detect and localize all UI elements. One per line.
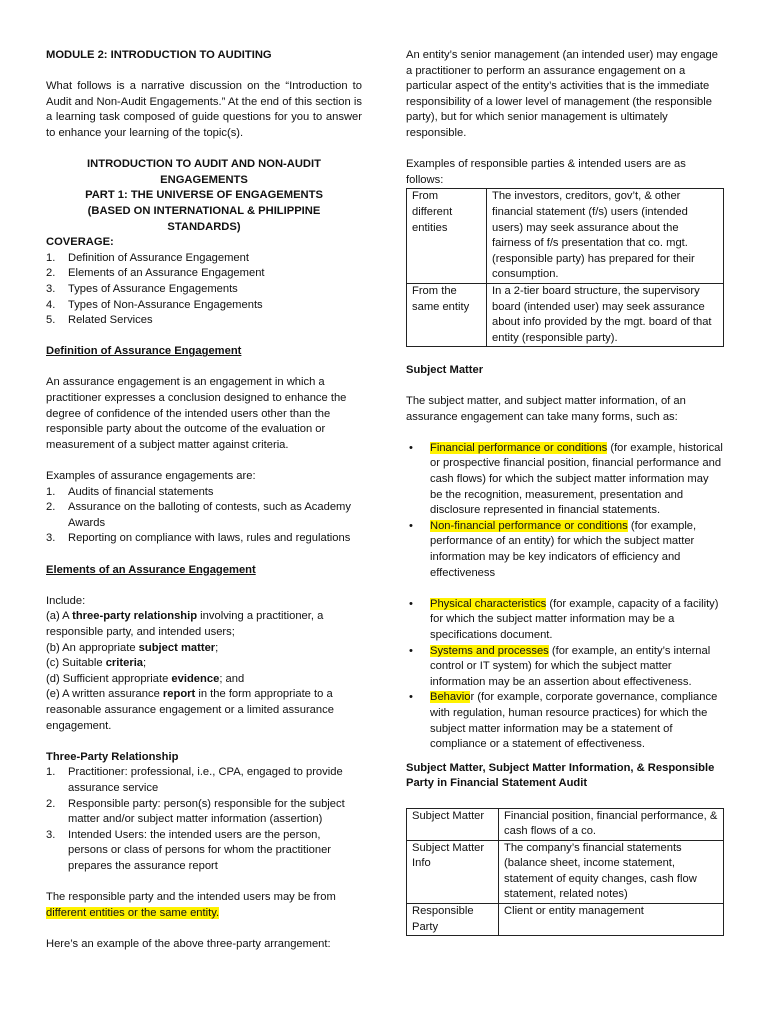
list-item: • Systems and processes (for example, an entity’s internal control or IT system) for which the subject matter information may be an assertion about effectiveness. [409,644,711,688]
list-item: • Physical characteristics (for example, capacity of a facility) for which the subject matter information may be a specifications document. [409,597,719,641]
list-item: • Financial performance or conditions (for example, historical or prospective financial position, financial performance and cash flows) for which the subject matter information may be the recognition, measurement, presentation and disclosure represented in financial statements. [409,441,723,517]
list-item: • Non-financial performance or conditions (for example, performance of an entity) for which the subject matter information may be key indicators of efficiency and effectiveness [409,519,697,579]
parties-label: Examples of responsible parties & intended users are as follows: [406,158,686,186]
list-item: 4. Types of Non-Assurance Engagements [46,298,263,311]
three-party-title: Three-Party Relationship [46,750,179,763]
table-cell: From the same entity [407,283,487,346]
include-label: Include: [46,594,86,607]
table-row [407,840,724,903]
list-item: 1. Practitioner: professional, i.e., CPA, engaged to provide assurance service [46,766,343,794]
subject-matter-list [406,441,724,753]
element-d: (d) Sufficient appropriate evidence; and [46,672,245,685]
element-a: (a) A three-party relationship involving a practitioner, a responsible party, and intended users; [46,610,324,638]
table-cell: Subject Matter [407,808,499,840]
table-cell: Responsible Party [407,904,499,936]
list-item: 3. Intended Users: the intended users are the person, persons or class of persons for whom the practitioner prepares the assurance report [46,828,332,872]
highlighted-text: Behavio [430,691,471,704]
table-row [407,189,724,284]
table-cell: In a 2-tier board structure, the supervisory board (intended user) may seek assurance about info provided by the mgt. board of that entity (responsible party). [487,283,724,346]
element-b: (b) An appropriate subject matter; [46,641,219,654]
list-item: 2. Assurance on the balloting of contests, such as Academy Awards [46,501,351,529]
list-item: • Behavior (for example, corporate governance, compliance with regulation, human resource practices) for which the subject matter information may be a statement of compliance or a statement of effectiveness. [409,691,718,751]
list-item: 5. Related Services [46,314,153,327]
highlighted-text: different entities or the same entity. [46,906,220,919]
element-e: (e) A written assurance report in the form appropriate to a reasonable assurance engagement or a limited assurance engagement. [46,688,334,732]
list-item: 1. Audits of financial statements [46,485,214,498]
list-item: 3. Types of Assurance Engagements [46,282,238,295]
element-c: (c) Suitable criteria; [46,657,147,670]
left-column [46,48,362,952]
table-cell: The investors, creditors, gov’t, & other financial statement (f/s) users (intended users) may seek assurance about the fairness of f/s presentation that co. mgt. (responsible party) has prepared for their consumption. [487,189,724,284]
list-item: 1. Definition of Assurance Engagement [46,251,249,264]
highlighted-text: Systems and processes [430,644,549,657]
example-line: Here’s an example of the above three-party arrangement: [46,937,331,950]
fs-audit-table [406,808,724,937]
subject-matter-title: Subject Matter [406,363,484,376]
coverage-list [46,251,362,329]
definition-title: Definition of Assurance Engagement [46,345,242,358]
parties-note: The responsible party and the intended users may be from different entities or the same entity. [46,891,336,919]
section-heading [46,157,362,235]
bullet-icon: • [409,441,413,454]
right-column [406,48,724,936]
table-cell: Subject Matter Info [407,840,499,903]
list-item: 3. Reporting on compliance with laws, rules and regulations [46,532,351,545]
intro-paragraph: What follows is a narrative discussion on the “Introduction to Audit and Non-Audit Engagements.” At the end of this section is a learning task composed of guide questions for you to answer to enhance your learning of the topic(s). [46,80,362,139]
module-title: MODULE 2: INTRODUCTION TO AUDITING [46,49,272,61]
list-item: 2. Elements of an Assurance Engagement [46,267,265,280]
definition-paragraph: An assurance engagement is an engagement in which a practitioner expresses a conclusion designed to enhance the degree of confidence of the intended users other than the responsible party about the outcome of the evaluation or measurement of a subject matter against criteria. [46,376,347,451]
bullet-icon: • [409,691,413,704]
subject-matter-paragraph: The subject matter, and subject matter information, of an assurance engagement can take many forms, such as: [406,395,686,423]
bullet-icon: • [409,519,413,532]
table-cell: Client or entity management [499,904,724,936]
table-row [407,808,724,840]
examples-list [46,485,362,547]
highlighted-text: Non-financial performance or conditions [430,519,628,532]
highlighted-text: Physical characteristics [430,597,547,610]
heading-line-2: PART 1: THE UNIVERSE OF ENGAGEMENTS [85,189,323,202]
table-cell: Financial position, financial performance, & cash flows of a co. [499,808,724,840]
heading-line-4: STANDARDS) [167,220,241,233]
senior-management-paragraph: An entity’s senior management (an intended user) may engage a practitioner to perform an assurance engagement on a particular aspect of the entity’s activities that is the immediate responsibility of a lower level of management (the responsible party), but for which senior management is ultimately responsible. [406,49,718,139]
fs-audit-title: Subject Matter, Subject Matter Information, & Responsible Party in Financial Statement Audit [406,761,715,790]
table-row [407,283,724,346]
three-party-list [46,765,362,874]
heading-line-3: (BASED ON INTERNATIONAL & PHILIPPINE [87,204,321,217]
table-row [407,904,724,936]
coverage-label: COVERAGE: [46,236,114,249]
examples-label: Examples of assurance engagements are: [46,470,256,483]
elements-title: Elements of an Assurance Engagement [46,563,256,576]
table-cell: The company’s financial statements (balance sheet, income statement, statement of equity changes, cash flow statement, related notes) [499,840,724,903]
heading-line-1: INTRODUCTION TO AUDIT AND NON-AUDIT ENGAGEMENTS [87,158,321,186]
bullet-icon: • [409,597,413,610]
highlighted-text: Financial performance or conditions [430,441,608,454]
parties-table [406,188,724,347]
bullet-icon: • [409,644,413,657]
table-cell: From different entities [407,189,487,284]
list-item: 2. Responsible party: person(s) responsible for the subject matter and/or subject matter information (assertion) [46,797,345,826]
